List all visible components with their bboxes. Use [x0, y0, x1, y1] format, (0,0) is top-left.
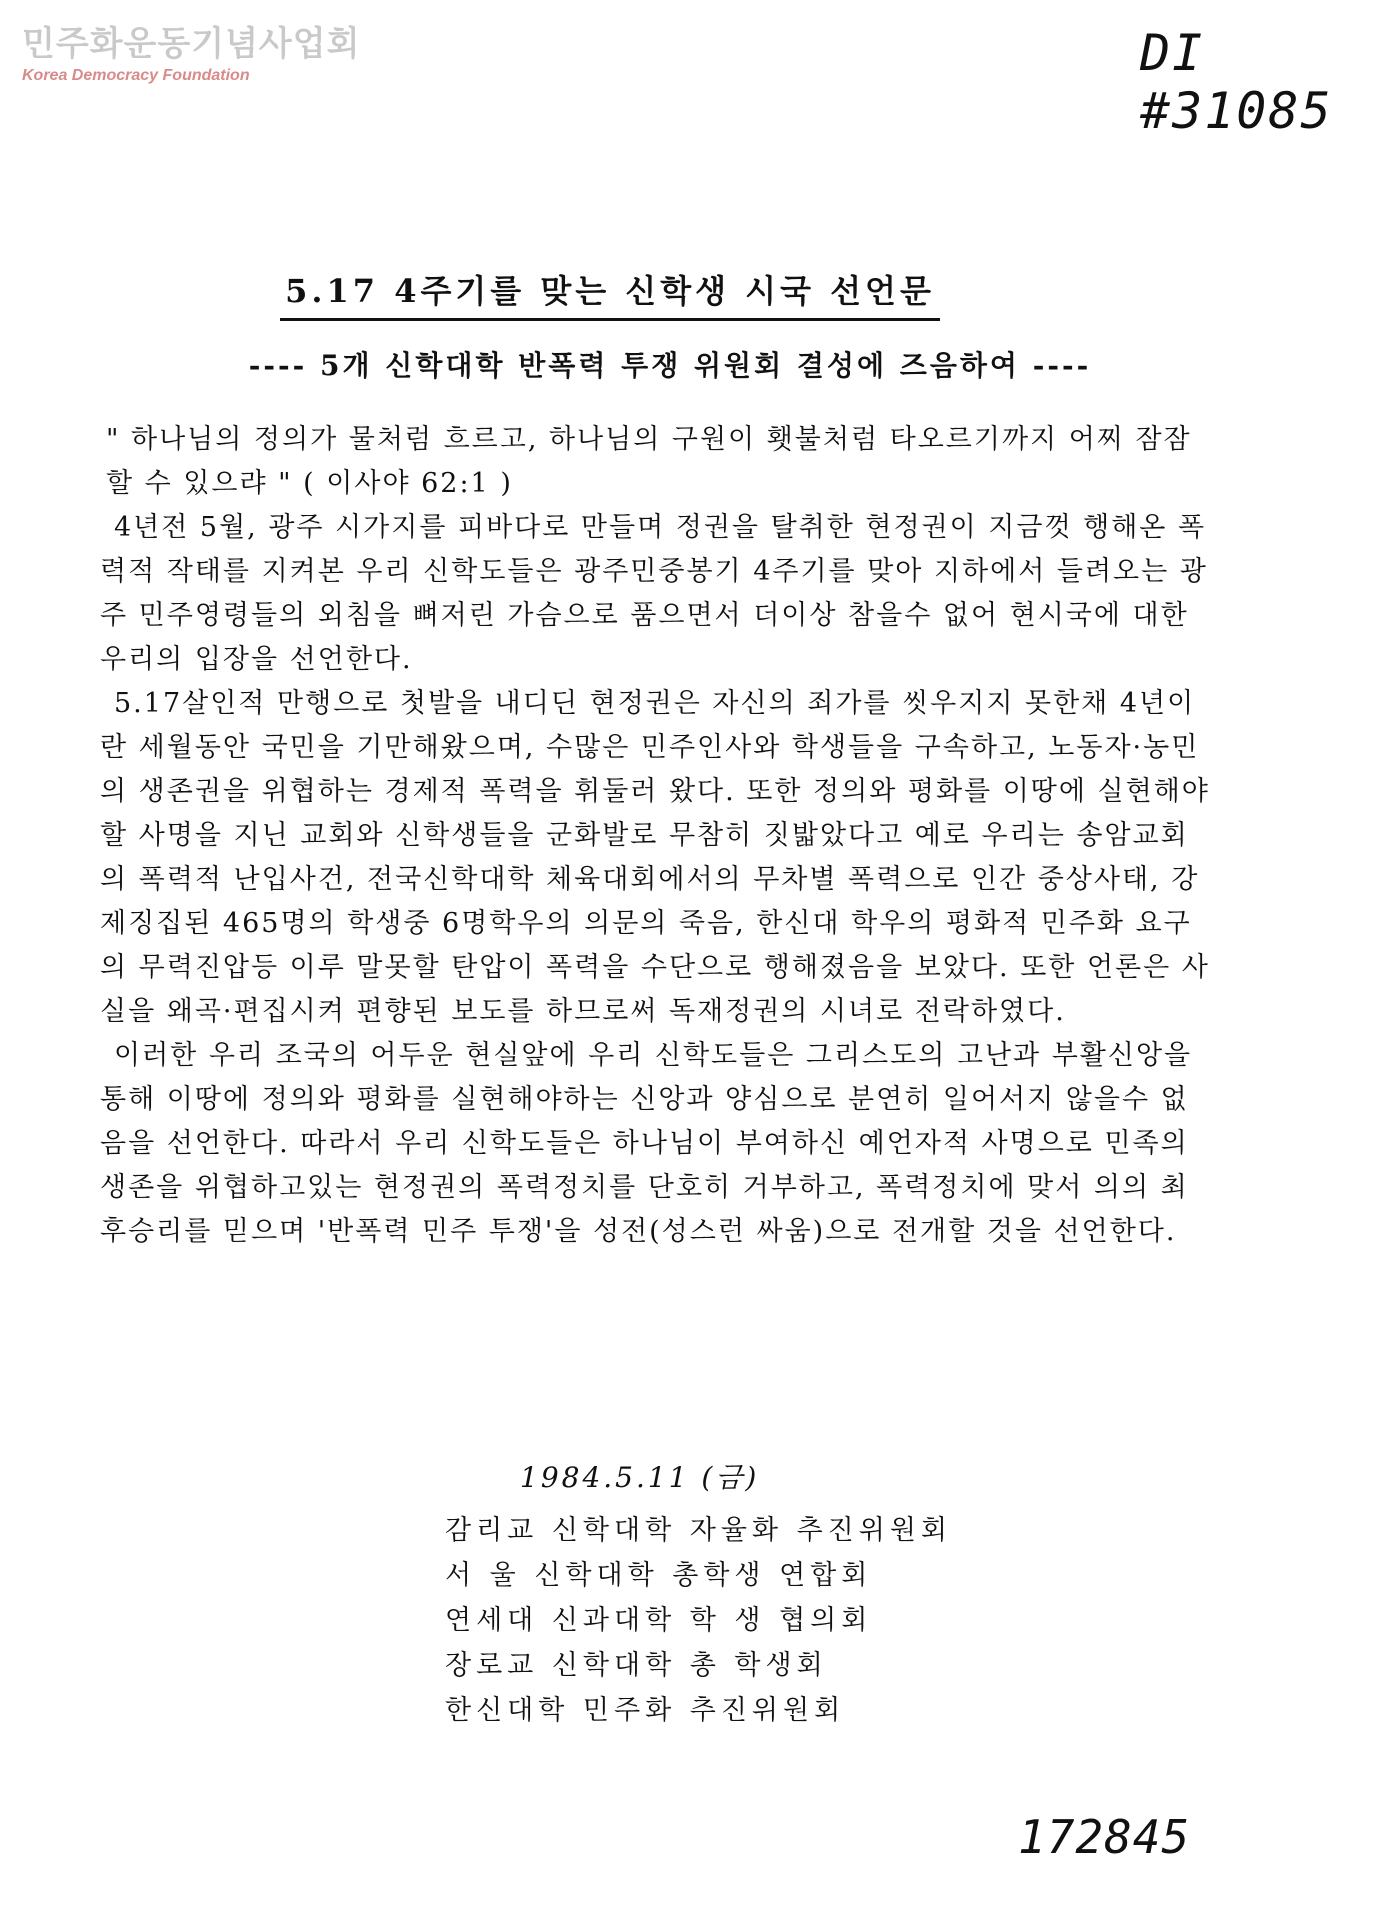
watermark-korean: 민주화운동기념사업회 — [22, 24, 361, 64]
signatory: 한신대학 민주화 추진위원회 — [445, 1695, 846, 1726]
body-paragraph-3: 이러한 우리 조국의 어두운 현실앞에 우리 신학도들은 그리스도의 고난과 부활신앙을 통해 이땅에 정의와 평화를 실현해야하는 신앙과 양심으로 분연히 일어서지 않을수 없음을 선언한다. 따라서 우리 신학도들은 하나님이 부여하신 예언자적 사명으로 민족의 생존을 위협하고있는 현정권의 폭력정치를 단호히 거부하고, 폭력정치에 맞서 의의 최후승리를 믿으며 '반폭력 민주 투쟁'을 성전(성스런 싸움)으로 전개할 것을 선언한다. — [100, 1040, 1193, 1247]
document-body — [100, 418, 1210, 1254]
body-paragraph-1: 4년전 5월, 광주 시가지를 피바다로 만들며 정권을 탈취한 현정권이 지금껏 행해온 폭력적 작태를 지켜본 우리 신학도들은 광주민중봉기 4주기를 맞아 지하에서 들려오는 광주 민주영령들의 외침을 뼈저린 가슴으로 품으면서 더이상 참을수 없어 현시국에 대한 우리의 입장을 선언한다. — [100, 512, 1208, 675]
document-date: 1984.5.11 (금) — [520, 1461, 760, 1494]
archive-id: DI #31085 — [1140, 24, 1333, 140]
body-paragraph-2: 5.17살인적 만행으로 첫발을 내디딘 현정권은 자신의 죄가를 씻우지지 못한채 4년이란 세월동안 국민을 기만해왔으며, 수많은 민주인사와 학생들을 구속하고, 노동자·농민의 생존권을 위협하는 경제적 폭력을 휘둘러 왔다. 또한 정의와 평화를 이땅에 실현해야할 사명을 지닌 교회와 신학생들을 군화발로 무참히 짓밟았다고 예로 우리는 송암교회의 폭력적 난입사건, 전국신학대학 체육대회에서의 무차별 폭력으로 인간 중상사태, 강제징집된 465명의 학생중 6명학우의 의문의 죽음, 한신대 학우의 평화적 민주화 요구의 무력진압등 이루 말못할 탄압이 폭력을 수단으로 행해졌음을 보았다. 또한 언론은 사실을 왜곡·편집시켜 편향된 보도를 하므로써 독재정권의 시녀로 전락하였다. — [100, 688, 1210, 1027]
scripture-quote: " 하나님의 정의가 물처럼 흐르고, 하나님의 구원이 횃불처럼 타오르기까지 어찌 잠잠할 수 있으랴 " ( 이사야 62:1 ) — [106, 424, 1192, 499]
signatory: 서 울 신학대학 총학생 연합회 — [445, 1560, 873, 1591]
document-title: 5.17 4주기를 맞는 신학생 시국 선언문 — [280, 266, 940, 321]
document-subtitle: ---- 5개 신학대학 반폭력 투쟁 위원회 결성에 즈음하여 ---- — [248, 349, 1092, 382]
watermark-english: Korea Democracy Foundation — [22, 67, 250, 84]
signatory-list — [445, 1508, 952, 1733]
signatory: 연세대 신과대학 학 생 협의회 — [445, 1605, 873, 1636]
signatory: 감리교 신학대학 자율화 추진위원회 — [445, 1515, 952, 1546]
watermark — [22, 24, 360, 86]
handwritten-number: 172845 — [1018, 1810, 1191, 1864]
signatory: 장로교 신학대학 총 학생회 — [445, 1650, 828, 1681]
